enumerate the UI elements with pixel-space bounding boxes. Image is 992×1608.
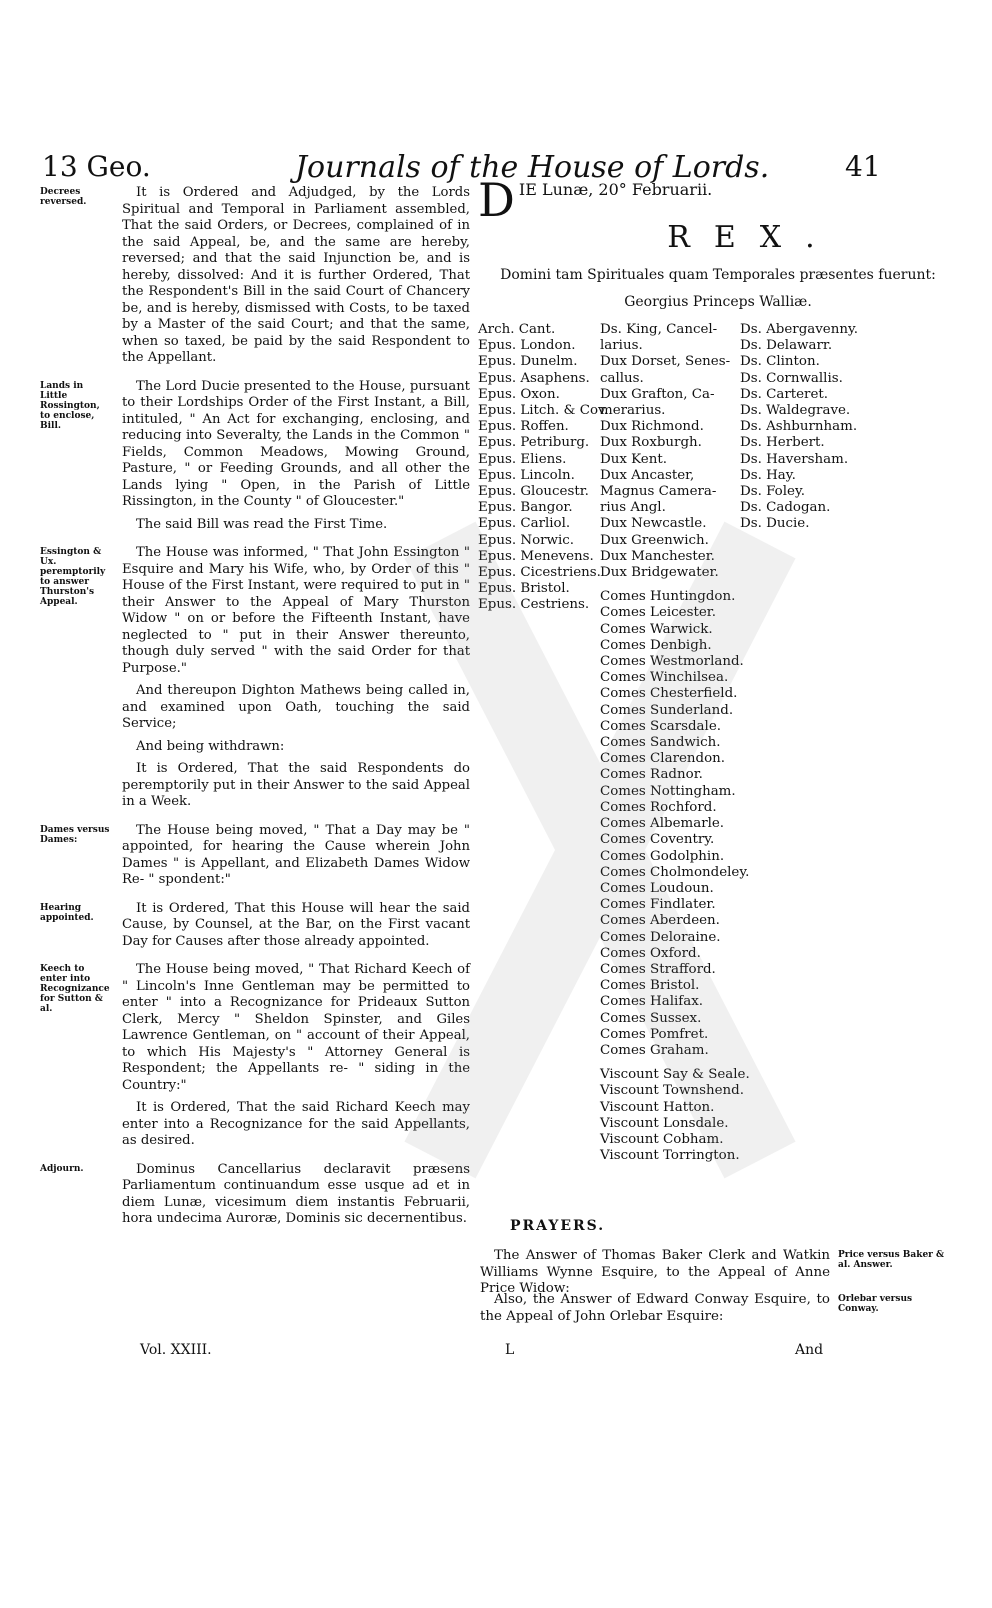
lord-name: Epus. Cicestriens. xyxy=(478,565,601,581)
lord-name: Ds. Delawarr. xyxy=(740,338,833,354)
lord-name: Epus. Litch. & Cov. xyxy=(478,403,609,419)
lord-name: Comes Rochford. xyxy=(600,799,717,815)
paragraph: It is Ordered, That this House will hear the said Cause, by Counsel, at the Bar, on the First vacant Day for Causes after those already appointed. xyxy=(122,900,470,949)
lord-name: Comes Aberdeen. xyxy=(600,913,720,929)
date-line xyxy=(478,173,958,227)
lord-name: Comes Denbigh. xyxy=(600,637,712,653)
lord-name: Ds. Ashburnham. xyxy=(740,419,858,435)
margin-note: Keech to enter into Recognizance for Sutton & al. xyxy=(40,964,110,1014)
page-title: Journals of the House of Lords. xyxy=(295,150,770,185)
margin-note: Hearing appointed. xyxy=(40,902,94,923)
margin-note: Adjourn. xyxy=(40,1163,84,1174)
lord-name: Comes Nottingham. xyxy=(600,783,736,799)
lord-name: Dux Dorset, Senes- xyxy=(600,354,731,370)
lord-name: Epus. Lincoln. xyxy=(478,467,575,483)
lord-name: Dux Kent. xyxy=(600,451,667,467)
date-text: IE Lunæ, 20° Februarii. xyxy=(518,180,713,199)
volume-footer: Vol. XXIII. xyxy=(140,1342,212,1358)
lord-name: Comes Winchilsea. xyxy=(600,670,729,686)
domini-line: Domini tam Spirituales quam Temporales præsentes fuerunt: xyxy=(500,267,936,283)
lord-name: Epus. Cestriens. xyxy=(478,597,590,613)
lord-name: Ds. Ducie. xyxy=(740,516,810,532)
lord-name: Dux Roxburgh. xyxy=(600,435,702,451)
paragraph: And being withdrawn: xyxy=(136,738,285,754)
rex-heading: REX. xyxy=(667,220,839,255)
lord-name: Dux Richmond. xyxy=(600,419,704,435)
lord-name: Ds. Carteret. xyxy=(740,386,829,402)
earls-list xyxy=(600,589,750,1059)
lord-name: Viscount Lonsdale. xyxy=(600,1115,729,1131)
lord-name: merarius. xyxy=(600,403,666,419)
lord-name: Epus. Bristol. xyxy=(478,581,570,597)
catchword: And xyxy=(795,1342,824,1358)
lord-name: Comes Cholmondeley. xyxy=(600,864,750,880)
lord-name: Epus. Gloucestr. xyxy=(478,484,589,500)
paragraph: It is Ordered, That the said Richard Keech may enter into a Recognizance for the said Appellants, as desired. xyxy=(122,1100,470,1148)
lord-name: Ds. Herbert. xyxy=(740,435,825,451)
lord-name: Dux Greenwich. xyxy=(600,532,709,548)
lord-name: Comes Godolphin. xyxy=(600,848,725,864)
lord-name: Viscount Say & Seale. xyxy=(600,1067,750,1083)
lord-name: Viscount Torrington. xyxy=(600,1148,740,1164)
lord-name: Comes Bristol. xyxy=(600,978,700,994)
lord-name: rius Angl. xyxy=(600,500,666,516)
lord-name: Ds. Foley. xyxy=(740,484,805,500)
lord-name: Comes Radnor. xyxy=(600,767,703,783)
lord-name: Ds. Clinton. xyxy=(740,354,820,370)
entry-adjourn xyxy=(40,1162,470,1228)
lord-name: Ds. Hay. xyxy=(740,467,796,483)
lord-name: Dux Newcastle. xyxy=(600,516,707,532)
lord-name: Epus. Bangor. xyxy=(478,500,573,516)
margin-note: Lands in Little Rossington, to enclose, Bill. xyxy=(40,380,100,431)
entry-decrees-reversed xyxy=(40,185,470,367)
prayers-heading: PRAYERS. xyxy=(510,1218,606,1234)
prayer-entry: Also, the Answer of Edward Conway Esquire, to the Appeal of John Orlebar Esquire: xyxy=(480,1292,830,1324)
paragraph: Dominus Cancellarius declaravit præsens Parliamentum continuandum esse usque ad et in diem Lunæ, vicesimum diem instantis Februarii, hora undecima Auroræ, Dominis sic decernentibus. xyxy=(122,1161,470,1226)
princeps-line: Georgius Princeps Walliæ. xyxy=(624,294,812,310)
lord-name: Epus. Carliol. xyxy=(478,516,571,532)
lord-name: Comes Clarendon. xyxy=(600,751,726,767)
lord-name: Comes Findlater. xyxy=(600,897,716,913)
lord-name: Comes Westmorland. xyxy=(600,654,744,670)
entry-rissington-bill xyxy=(40,379,470,534)
lord-name: callus. xyxy=(600,370,644,386)
entry-dames xyxy=(40,823,470,889)
drop-cap: D xyxy=(478,173,515,227)
lord-name: Viscount Cobham. xyxy=(600,1131,724,1147)
lord-name: Comes Strafford. xyxy=(600,961,716,977)
lord-name: Comes Huntingdon. xyxy=(600,589,736,605)
lord-name: Epus. Petriburg. xyxy=(478,435,590,451)
lord-name: Ds. Waldegrave. xyxy=(740,403,851,419)
lord-name: Comes Oxford. xyxy=(600,945,701,961)
lord-name: Ds. Cadogan. xyxy=(740,500,831,516)
margin-note: Decrees reversed. xyxy=(40,187,87,207)
lord-name: Ds. Cornwallis. xyxy=(740,370,843,386)
lord-name: Ds. King, Cancel- xyxy=(600,322,718,337)
prayer-entry: The Answer of Thomas Baker Clerk and Watkin Williams Wynne Esquire, to the Appeal of Anne Price Widow: xyxy=(480,1248,830,1296)
lords-list xyxy=(478,322,958,1164)
lord-name: Comes Halifax. xyxy=(600,994,704,1010)
lord-name: Comes Coventry. xyxy=(600,832,715,848)
viscounts-list xyxy=(600,1067,750,1164)
paragraph: The House was informed, " That John Essington " Esquire and Mary his Wife, who, by Order of this " House of the First Instant, were required to put in " their Answer to the Appeal of Mary Thurston Widow " on or before the Fifteenth Instant, have neglected to " put in their Answer thereunto, though duly served " with the said Order for that Purpose." xyxy=(122,545,470,676)
lord-name: Ds. Haversham. xyxy=(740,451,849,467)
right-column xyxy=(478,173,958,1164)
lord-name: Comes Leicester. xyxy=(600,605,716,621)
dukes-earls-column xyxy=(600,322,750,1164)
lord-name: Ds. Abergavenny. xyxy=(740,322,859,337)
margin-note: Essington & Ux. peremptorily to answer Thurston's Appeal. xyxy=(40,547,106,607)
lord-name: Comes Warwick. xyxy=(600,621,713,637)
entry-keech xyxy=(40,962,470,1150)
paragraph: The said Bill was read the First Time. xyxy=(136,516,388,532)
page-number: 41 xyxy=(845,150,881,183)
lord-name: Epus. Asaphens. xyxy=(478,370,590,386)
margin-note: Dames versus Dames: xyxy=(40,824,110,845)
left-column xyxy=(40,185,470,1240)
lord-name: Arch. Cant. xyxy=(478,322,556,337)
paragraph: The House being moved, " That a Day may be " appointed, for hearing the Cause wherein John Dames " is Appellant, and Elizabeth Dames Widow Re- " spondent:" xyxy=(122,822,470,887)
lord-name: Epus. Norwic. xyxy=(478,532,575,548)
bishops-column xyxy=(478,322,608,614)
paragraph: It is Ordered, That the said Respondents do peremptorily put in their Answer to the said Appeal in a Week. xyxy=(122,761,470,809)
paragraph: The House being moved, " That Richard Keech of " Lincoln's Inne Gentleman may be permitted to enter " into a Recognizance for Prideaux Sutton Clerk, Mercy " Sheldon Spinster, and Giles Lawrence Gentleman, on " account of their Appeal, to which His Majesty's " Attorney General is Respondent; the Appellants re- " siding in the Country:" xyxy=(122,962,470,1093)
paragraph: The Lord Ducie presented to the House, pursuant to their Lordships Order of the First Instant, a Bill, intituled, " An Act for exchanging, enclosing, and reducing into Severalty, the Lands in the Common " Fields, Common Meadows, Mowing Ground, Pasture, " or Feeding Grounds, and all other the Lands lying " Open, in the Parish of Little Rissington, in the County " of Gloucester." xyxy=(122,378,470,509)
lord-name: Epus. Menevens. xyxy=(478,548,594,564)
entry-hearing xyxy=(40,901,470,951)
lord-name: Dux Ancaster, xyxy=(600,467,695,483)
lord-name: Comes Sussex. xyxy=(600,1010,702,1026)
lord-name: larius. xyxy=(600,338,643,354)
lord-name: Comes Pomfret. xyxy=(600,1026,709,1042)
entry-essington xyxy=(40,545,470,811)
lord-name: Viscount Hatton. xyxy=(600,1099,715,1115)
lord-name: Comes Loudoun. xyxy=(600,880,714,896)
lord-name: Comes Graham. xyxy=(600,1042,709,1058)
lord-name: Comes Scarsdale. xyxy=(600,718,722,734)
margin-note: Orlebar versus Conway. xyxy=(838,1294,913,1314)
lord-name: Comes Sandwich. xyxy=(600,735,721,751)
lord-name: Comes Deloraine. xyxy=(600,929,721,945)
barons-column xyxy=(740,322,858,533)
lord-name: Comes Sunderland. xyxy=(600,702,734,718)
lord-name: Viscount Townshend. xyxy=(600,1083,744,1099)
lord-name: Dux Bridgewater. xyxy=(600,565,719,581)
paragraph: And thereupon Dighton Mathews being called in, and examined upon Oath, touching the said Service; xyxy=(122,683,470,731)
lord-name: Epus. Roffen. xyxy=(478,419,569,435)
lord-name: Epus. Oxon. xyxy=(478,386,560,402)
lord-name: Epus. Dunelm. xyxy=(478,354,578,370)
lord-name: Magnus Camera- xyxy=(600,484,717,500)
signature-mark: L xyxy=(505,1342,515,1358)
lord-name: Comes Albemarle. xyxy=(600,816,725,832)
page-header-left: 13 Geo. xyxy=(42,150,151,183)
lord-name: Dux Manchester. xyxy=(600,548,715,564)
lord-name: Epus. London. xyxy=(478,338,576,354)
lord-name: Epus. Eliens. xyxy=(478,451,567,467)
lord-name: Dux Grafton, Ca- xyxy=(600,386,715,402)
paragraph: It is Ordered and Adjudged, by the Lords Spiritual and Temporal in Parliament assembled, That the said Orders, or Decrees, complained of in the said Appeal, be, and the same are hereby, reversed; and that the said Injunction be, and is hereby, dissolved: And it is further Ordered, That the Respondent's Bill in the said Court of Chancery be, and is hereby, dismissed with Costs, to be taxed by a Master of the said Court; and that the same, when so taxed, be paid by the said Respondent to the Appellant. xyxy=(122,185,470,365)
lord-name: Comes Chesterfield. xyxy=(600,686,738,702)
margin-note: Price versus Baker & al. Answer. xyxy=(838,1250,945,1270)
dukes-list xyxy=(600,322,750,581)
